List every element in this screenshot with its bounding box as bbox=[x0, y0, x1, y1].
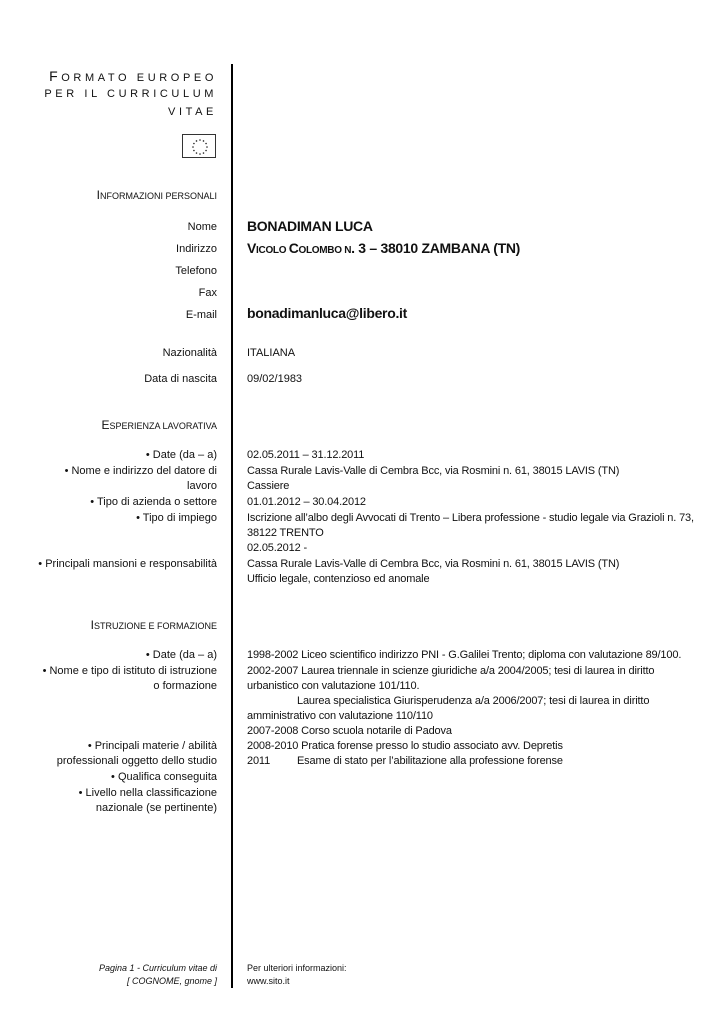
label-edu-livello-2: nazionale (se pertinente) bbox=[95, 802, 217, 814]
label-work-tipo-impiego: • Tipo di impiego bbox=[136, 512, 217, 524]
cv-title-line-2: PER IL CURRICULUM bbox=[44, 88, 217, 100]
column-divider bbox=[231, 64, 233, 988]
value-email: bonadimanluca@libero.it bbox=[247, 305, 407, 321]
edu-line: 2008-2010 Pratica forense presso lo studio associato avv. Depretis bbox=[247, 740, 563, 752]
label-edu-materie-2: professionali oggetto dello studio bbox=[56, 755, 217, 767]
edu-line: Esame di stato per l’abilitazione alla professione forense bbox=[297, 755, 563, 767]
label-nazionalita: Nazionalità bbox=[162, 347, 217, 359]
label-work-date: • Date (da – a) bbox=[145, 449, 217, 461]
label-work-tipo-azienda: • Tipo di azienda o settore bbox=[90, 496, 217, 508]
cv-title-line-1: FORMATO EUROPEO bbox=[49, 68, 217, 84]
value-indirizzo: VICOLO COLOMBO N. 3 – 38010 ZAMBANA (TN) bbox=[247, 240, 520, 256]
section-work-experience: ESPERIENZA LAVORATIVA bbox=[101, 418, 217, 432]
edu-line: 1998-2002 Liceo scientifico indirizzo PNI - G.Galilei Trento; diploma con valutazione 89/100. bbox=[247, 649, 682, 661]
cv-title-line-3: VITAE bbox=[168, 106, 217, 118]
edu-line: amministrativo con valutazione 110/110 bbox=[247, 710, 433, 722]
value-nazionalita: ITALIANA bbox=[247, 347, 296, 359]
label-edu-istituto-1: • Nome e tipo di istituto di istruzione bbox=[42, 665, 217, 677]
work-line: Iscrizione all’albo degli Avvocati di Trento – Libera professione - studio legale via Grazioli n. 73, bbox=[247, 512, 694, 524]
label-edu-livello-1: • Livello nella classificazione bbox=[78, 787, 217, 799]
work-line: Ufficio legale, contenzioso ed anomale bbox=[247, 573, 430, 585]
section-personal-info: INFORMAZIONI PERSONALI bbox=[96, 188, 217, 202]
work-line: Cassa Rurale Lavis-Valle di Cembra Bcc, via Rosmini n. 61, 38015 LAVIS (TN) bbox=[247, 558, 620, 570]
label-work-mansioni: • Principali mansioni e responsabilità bbox=[38, 558, 217, 570]
label-nome: Nome bbox=[187, 221, 217, 233]
edu-line-year: 2011 bbox=[247, 755, 271, 767]
label-edu-materie-1: • Principali materie / abilità bbox=[87, 740, 217, 752]
label-fax: Fax bbox=[198, 287, 217, 299]
footer-right-line-1: Per ulteriori informazioni: bbox=[247, 963, 347, 973]
value-nome: BONADIMAN LUCA bbox=[247, 218, 373, 234]
label-telefono: Telefono bbox=[175, 265, 217, 277]
work-line: 02.05.2012 - bbox=[247, 542, 307, 554]
work-line: 01.01.2012 – 30.04.2012 bbox=[247, 496, 366, 508]
eu-flag-icon bbox=[182, 134, 216, 158]
label-indirizzo: Indirizzo bbox=[176, 243, 217, 255]
label-email: E-mail bbox=[185, 309, 217, 321]
label-data-nascita: Data di nascita bbox=[144, 373, 217, 385]
work-line: 38122 TRENTO bbox=[247, 527, 324, 539]
work-line: Cassa Rurale Lavis-Valle di Cembra Bcc, via Rosmini n. 61, 38015 LAVIS (TN) bbox=[247, 465, 620, 477]
work-line: Cassiere bbox=[247, 480, 290, 492]
label-work-datore-2: lavoro bbox=[187, 480, 217, 492]
label-work-datore-1: • Nome e indirizzo del datore di bbox=[64, 465, 217, 477]
work-line: 02.05.2011 – 31.12.2011 bbox=[247, 449, 365, 461]
value-data-nascita: 09/02/1983 bbox=[247, 373, 303, 385]
edu-line: 2007-2008 Corso scuola notarile di Padova bbox=[247, 725, 452, 737]
label-edu-istituto-2: o formazione bbox=[153, 680, 217, 692]
edu-line: urbanistico con valutazione 101/110. bbox=[247, 680, 420, 692]
footer-left-line-2: [ COGNOME, gnome ] bbox=[126, 976, 217, 986]
footer-right-line-2: www.sito.it bbox=[247, 976, 290, 986]
section-education: ISTRUZIONE E FORMAZIONE bbox=[90, 618, 217, 632]
label-edu-date: • Date (da – a) bbox=[145, 649, 217, 661]
edu-line: 2002-2007 Laurea triennale in scienze giuridiche a/a 2004/2005; tesi di laurea in diritto bbox=[247, 665, 655, 677]
footer-left-line-1: Pagina 1 - Curriculum vitae di bbox=[98, 963, 217, 973]
label-edu-qualifica: • Qualifica conseguita bbox=[111, 771, 217, 783]
edu-line: Laurea specialistica Giurisperudenza a/a 2006/2007; tesi di laurea in diritto bbox=[297, 695, 650, 707]
